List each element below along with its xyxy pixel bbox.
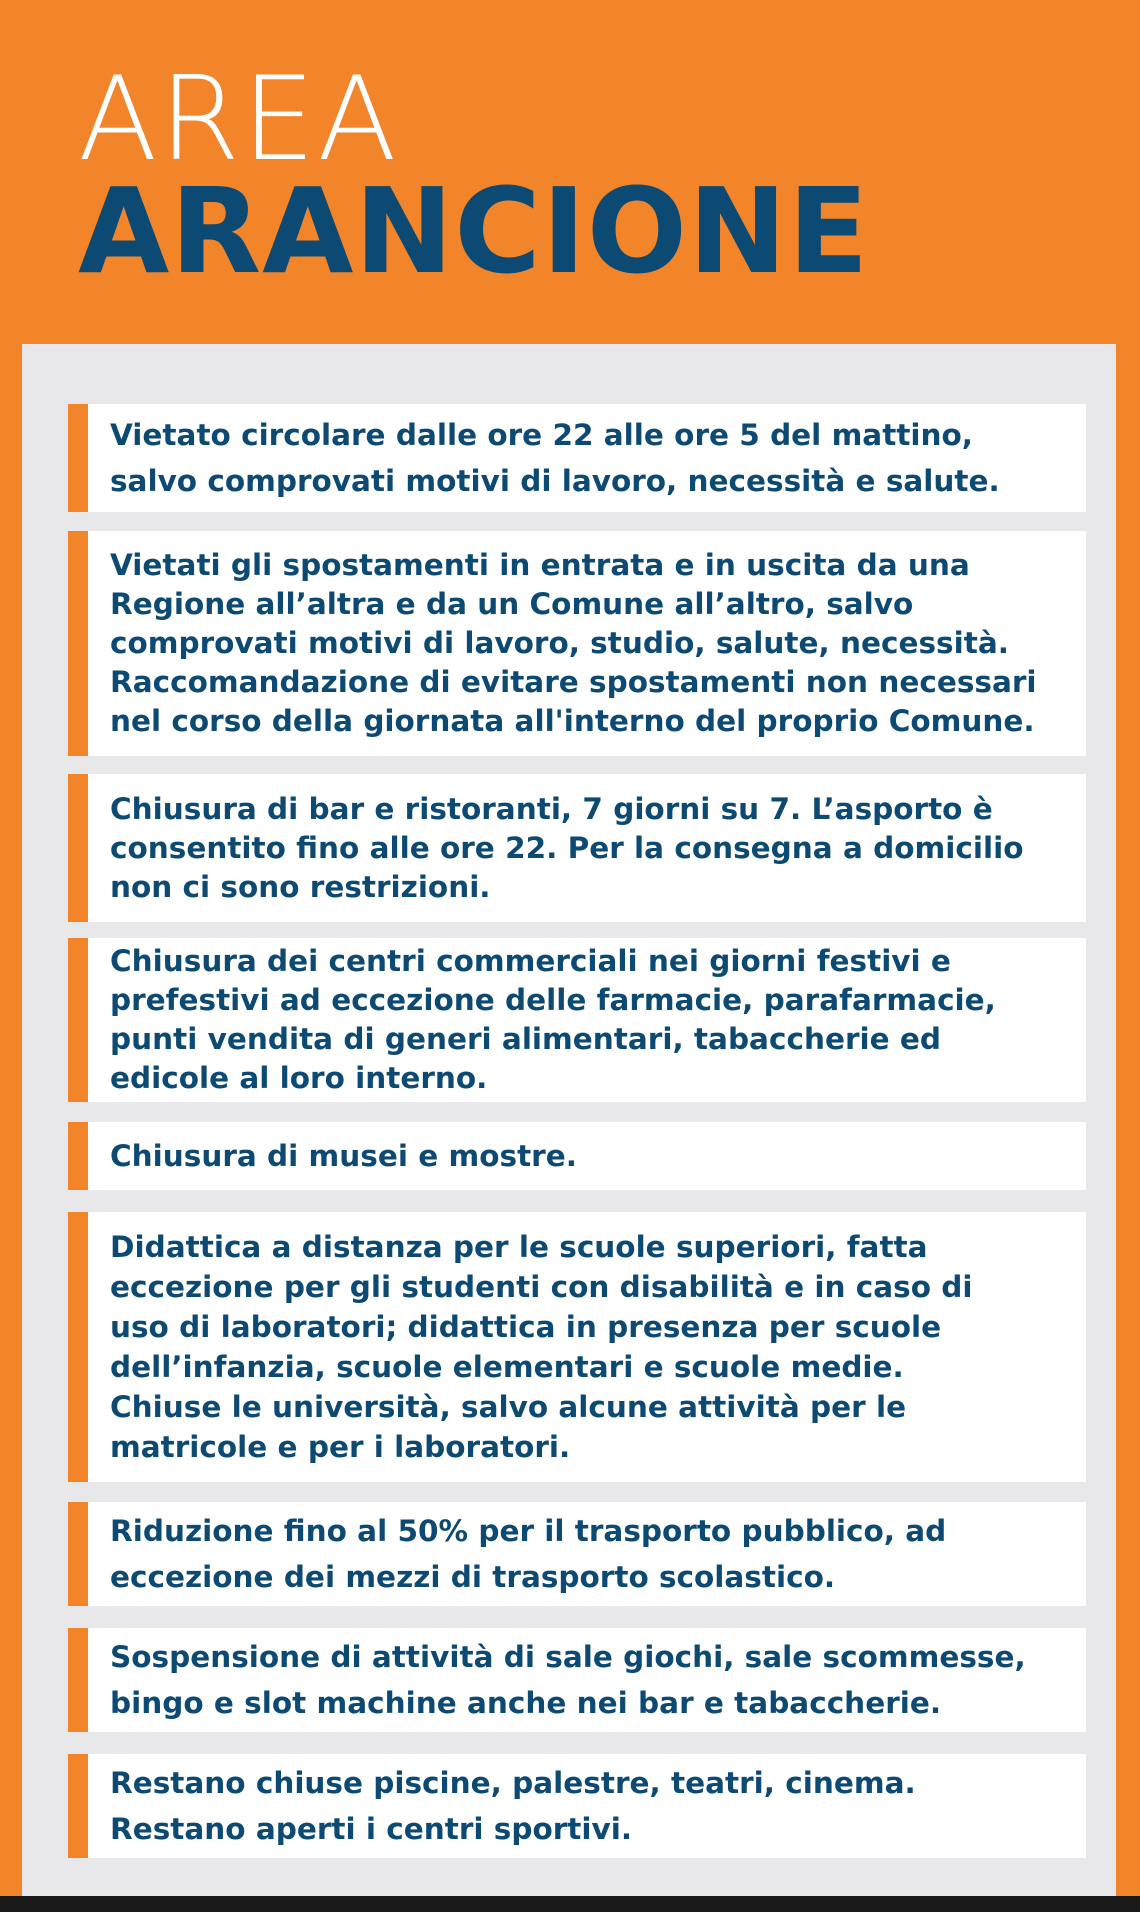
rule-text: Riduzione fino al 50% per il trasporto pubblico, ad eccezione dei mezzi di trasporto scolastico. xyxy=(110,1514,947,1594)
rule-text: Restano chiuse piscine, palestre, teatri, cinema. Restano aperti i centri sportivi. xyxy=(110,1766,916,1846)
rule-text: Chiusura di musei e mostre. xyxy=(110,1138,577,1173)
rule-card-curfew xyxy=(68,404,1086,512)
rule-text: Vietato circolare dalle ore 22 alle ore 5 del mattino, salvo comprovati motivi di lavoro, necessità e salute. xyxy=(110,418,1000,498)
rule-card-museums xyxy=(68,1122,1086,1190)
rule-text: Chiusura dei centri commerciali nei giorni festivi e prefestivi ad eccezione delle farmacie, parafarmacie, punti vendita di generi alimentari, tabaccherie ed edicole al loro interno. xyxy=(110,944,996,1095)
title-arancione: ARANCIONE xyxy=(78,162,870,300)
rule-text: Didattica a distanza per le scuole superiori, fatta eccezione per gli studenti con disabilità e in caso di uso di laboratori; didattica in presenza per scuole dell’infanzia, scuole elementari e scuole medie. Chiuse le università, salvo alcune attività per le matricole e per i laboratori. xyxy=(110,1230,973,1464)
rule-card-shopping-centers xyxy=(68,938,1086,1102)
rule-text: Sospensione di attività di sale giochi, sale scommesse, bingo e slot machine anche nei bar e tabaccherie. xyxy=(110,1640,1026,1720)
title-area: AREA xyxy=(78,52,399,187)
header xyxy=(0,0,1140,340)
bottom-divider xyxy=(0,1896,1140,1912)
rule-text: Vietati gli spostamenti in entrata e in uscita da una Regione all’altra e da un Comune all’altro, salvo comprovati motivi di lavoro, studio, salute, necessità. Raccomandazione di evitare spostamenti non necessari nel corso della giornata all'interno del proprio Comune. xyxy=(110,548,1037,738)
rules-panel xyxy=(22,344,1116,1896)
rule-card-bars-restaurants xyxy=(68,774,1086,922)
rule-text: Chiusura di bar e ristoranti, 7 giorni su 7. L’asporto è consentito fino alle ore 22. Per la consegna a domicilio non ci sono restrizioni. xyxy=(110,791,1024,904)
rule-card-schools xyxy=(68,1212,1086,1482)
rule-card-movement xyxy=(68,531,1086,756)
rule-card-sports xyxy=(68,1754,1086,1858)
rule-card-public-transport xyxy=(68,1502,1086,1606)
rule-card-gaming xyxy=(68,1628,1086,1732)
